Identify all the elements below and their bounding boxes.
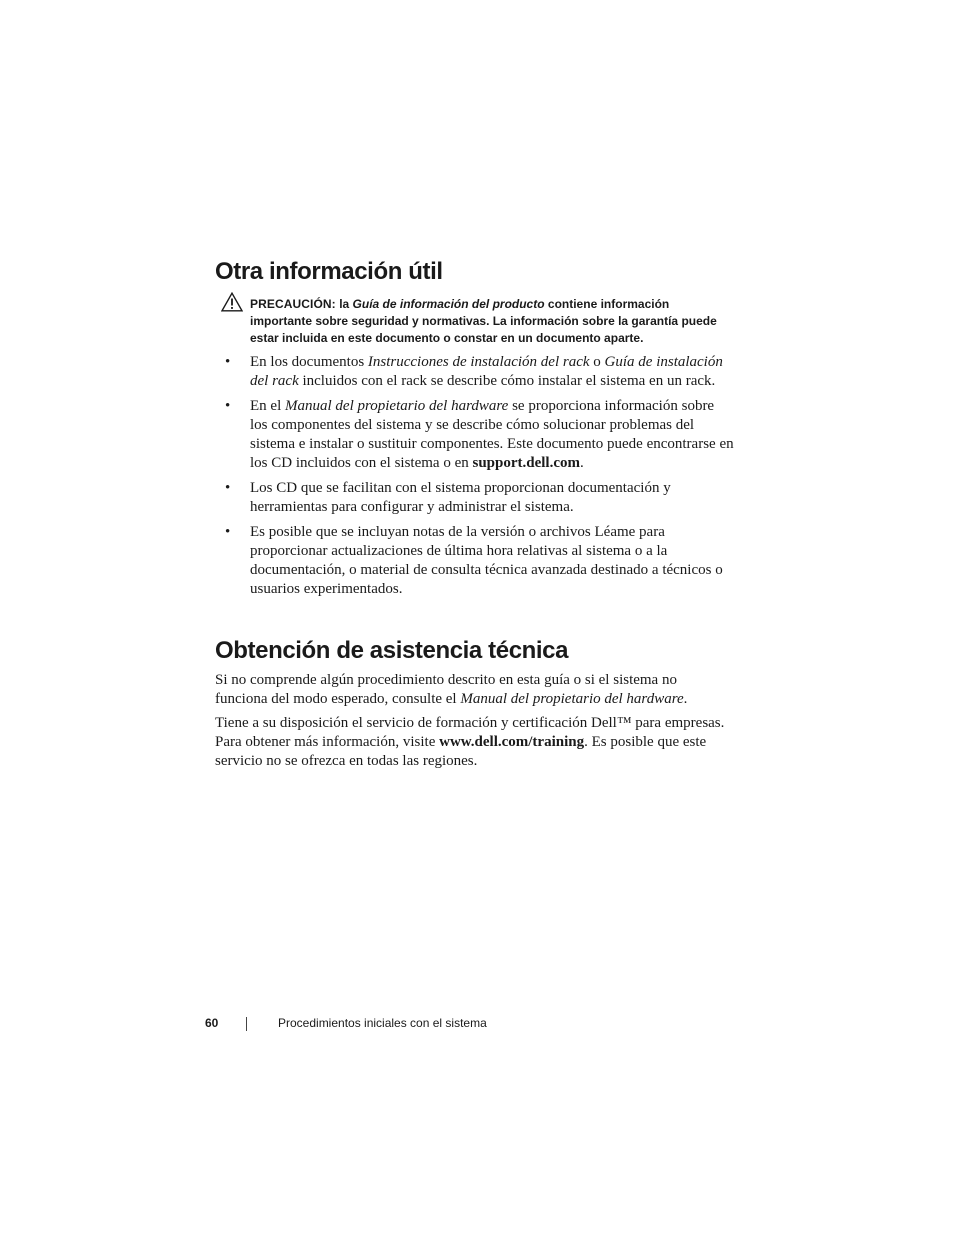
list-item: [215, 353, 735, 391]
paragraph-training: [215, 714, 725, 771]
support-url-link[interactable]: support.dell.com: [472, 455, 580, 471]
bullet-text-segment: incluidos con el rack se describe cómo instalar el sistema en un rack.: [298, 373, 716, 389]
caution-rest-line1: contiene información: [544, 297, 670, 311]
paragraph-text-segment: Si no comprende algún procedimiento descrito en esta guía o si el sistema no funciona del modo esperado, consulte el: [215, 672, 677, 707]
bullet-text: [250, 353, 735, 391]
doc-title-hardware-manual: Manual del propietario del hardware: [460, 691, 684, 707]
bullet-dot: •: [225, 354, 231, 370]
list-item: [215, 397, 735, 473]
bullet-text: [250, 397, 735, 473]
bullet-dot: •: [225, 480, 231, 496]
bullet-dot: •: [225, 398, 231, 414]
paragraph-text-segment: Tiene a su disposición el servicio de formación y certificación Dell™ para empresas. Para obtener más información, visite: [215, 715, 725, 750]
page-number: 60: [205, 1016, 219, 1030]
bullet-text-segment: o: [589, 354, 605, 370]
bullet-text-segment: En los documentos: [250, 354, 368, 370]
list-item: [215, 523, 735, 599]
doc-title-hardware-manual: Manual del propietario del hardware: [285, 398, 509, 414]
section-heading-asistencia-tecnica: Obtención de asistencia técnica: [215, 637, 569, 664]
bullet-text: Los CD que se facilitan con el sistema proporcionan documentación y herramientas para configurar y administrar el sistema.: [250, 480, 671, 515]
caution-label: PRECAUCIÓN:: [250, 297, 340, 311]
bullet-text-segment: En el: [250, 398, 285, 414]
footer-separator: [246, 1017, 247, 1031]
caution-lead: la: [339, 297, 353, 311]
doc-title-rack-guide: Guía de instalación del rack: [250, 354, 723, 389]
bullet-dot: •: [225, 524, 231, 540]
bullet-text-segment: .: [580, 455, 584, 471]
caution-doc-title: Guía de información del producto: [352, 297, 545, 311]
doc-title-rack-install: Instrucciones de instalación del rack: [367, 354, 590, 370]
paragraph-text-segment: . Es posible que este servicio no se ofrezca en todas las regiones.: [215, 734, 707, 769]
bullet-text: Es posible que se incluyan notas de la versión o archivos Léame para proporcionar actualizaciones de última hora relativas al sistema o a la documentación, o material de consulta técnica avanzada destinado a técnicos o usuarios experimentados.: [250, 524, 723, 597]
bullet-text-segment: se proporciona información sobre los componentes del sistema y se describe cómo solucionar problemas del sistema e instalar o sustituir componentes. Este documento puede encontrarse en los CD incluidos con el sistema o en: [250, 398, 734, 471]
caution-text: [250, 296, 730, 347]
warning-triangle-icon: [221, 292, 243, 312]
list-item: [215, 479, 735, 517]
footer-title: Procedimientos iniciales con el sistema: [278, 1016, 487, 1030]
section-heading-otra-informacion: Otra información útil: [215, 258, 443, 285]
paragraph-text-segment: .: [683, 691, 688, 707]
caution-rest: importante sobre seguridad y normativas. La información sobre la garantía puede estar incluida en este documento o constar en un documento aparte.: [250, 314, 717, 345]
training-url-link[interactable]: www.dell.com/training: [439, 734, 585, 750]
info-bullet-list: [215, 353, 735, 605]
paragraph-help: [215, 671, 725, 709]
